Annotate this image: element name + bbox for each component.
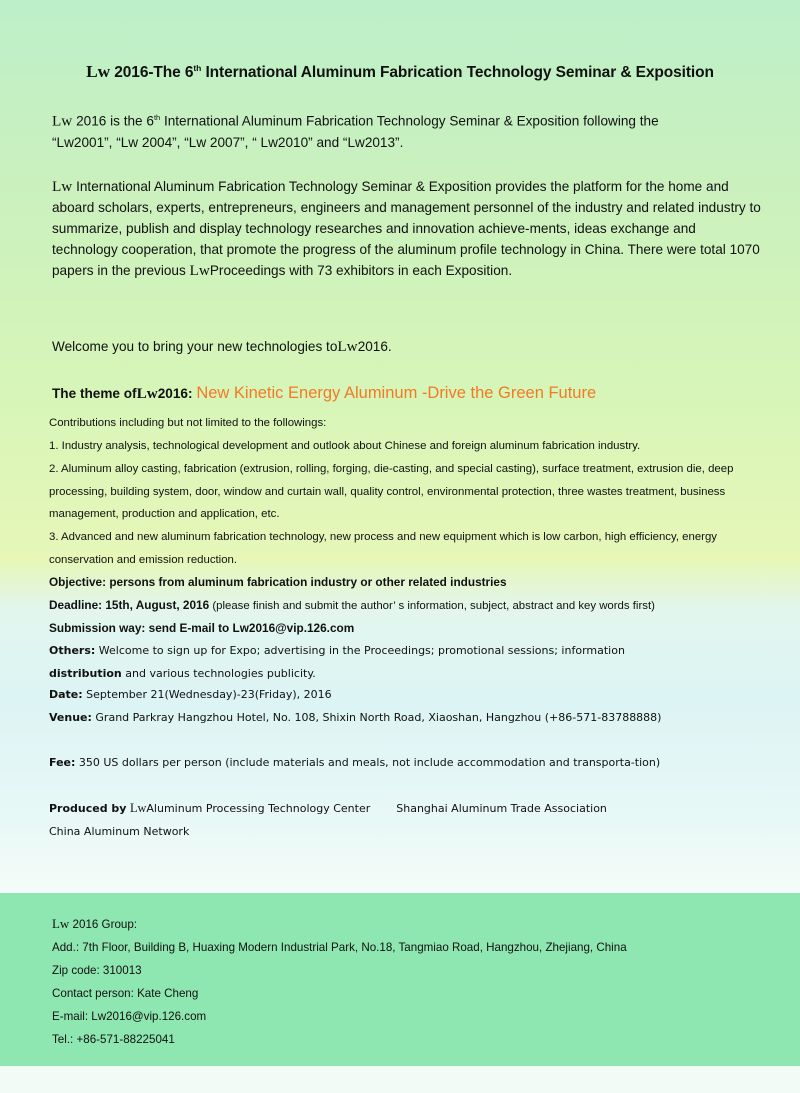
contact-email: E-mail: Lw2016@vip.126.com — [52, 1010, 207, 1023]
date-line — [49, 684, 764, 707]
contact-zip: Zip code: 310013 — [52, 964, 142, 977]
others-bold: distribution — [49, 666, 122, 680]
brand-logo: Lw — [337, 338, 358, 355]
intro-p1-b: International Aluminum Fabrication Technology Seminar & Exposition following the — [160, 113, 659, 129]
intro-p3-a: Welcome you to bring your new technologies to — [52, 339, 338, 354]
contributions-intro: Contributions including but not limited to the followings: — [49, 417, 327, 429]
contact-group-label: 2016 Group: — [72, 918, 138, 931]
venue-value: Grand Parkray Hangzhou Hotel, No. 108, Shixin North Road, Xiaoshan, Hangzhou (+86-571-83788888) — [91, 711, 662, 724]
theme-label-b: 2016: — [157, 386, 193, 401]
contact-tel: Tel.: +86-571-88225041 — [52, 1033, 175, 1046]
producer-2: Shanghai Aluminum Trade Association — [396, 802, 607, 815]
intro-paragraph-3 — [52, 336, 762, 357]
deadline-line — [49, 594, 655, 618]
venue-label: Venue: — [49, 711, 92, 724]
intro-p2-b: Proceedings with 73 exhibitors in each Exposition. — [209, 263, 513, 278]
producer-3: China Aluminum Network — [49, 824, 190, 838]
fee-label: Fee: — [49, 756, 76, 769]
intro-p1-sup: th — [153, 113, 161, 122]
brand-logo: Lw — [52, 112, 73, 130]
venue-line — [49, 707, 764, 730]
title-sup: th — [193, 62, 202, 73]
producer-1: Aluminum Processing Technology Center — [146, 802, 371, 815]
theme-text: New Kinetic Energy Aluminum -Drive the Green Future — [196, 384, 597, 402]
deadline-label: Deadline: 15th, August, 2016 — [49, 598, 210, 612]
produced-by-line — [49, 797, 764, 843]
others-line — [49, 640, 764, 685]
others-label: Others: — [49, 644, 96, 657]
brand-logo: Lw — [129, 801, 147, 815]
contribution-item-2: 2. Aluminum alloy casting, fabrication (extrusion, rolling, forging, die-casting, and special casting), surface treatment, extrusion die, deep processing, building system, door, window and curtain wall, quality control, environmental protection, three wastes treatment, business management, production and application, etc. — [49, 463, 734, 521]
intro-p3-b: 2016. — [357, 339, 392, 354]
contribution-item-3: 3. Advanced and new aluminum fabrication technology, new process and new equipment which is low carbon, high efficiency, energy conservation and emission reduction. — [49, 531, 718, 566]
brand-logo: Lw — [52, 178, 73, 195]
intro-paragraph-2 — [52, 176, 762, 281]
contact-person: Contact person: Kate Cheng — [52, 987, 199, 1000]
title-tail: International Aluminum Fabrication Technology Seminar & Exposition — [201, 64, 714, 81]
others-a: Welcome to sign up for Expo; advertising in the Proceedings; promotional sessions; information — [95, 644, 625, 657]
brand-logo: Lw — [52, 916, 70, 931]
contact-group — [52, 913, 752, 937]
contribution-item-1: 1. Industry analysis, technological development and outlook about Chinese and foreign aluminum fabrication industry. — [49, 440, 641, 452]
bottom-strip — [0, 1066, 800, 1093]
contact-address: Add.: 7th Floor, Building B, Huaxing Modern Industrial Park, No.18, Tangmiao Road, Hangzhou, Zhejiang, China — [52, 941, 627, 954]
brand-logo: Lw — [136, 385, 158, 402]
deadline-note: (please finish and submit the author’ s information, subject, abstract and key words first) — [209, 600, 655, 612]
others-b: and various technologies publicity. — [121, 666, 316, 680]
intro-p2-a: International Aluminum Fabrication Technology Seminar & Exposition provides the platform for the home and aboard scholars, experts, entrepreneurs, engineers and management personnel of the industry and related industry to summarize, publish and display technology researches and innovation achieve-ments, ideas exchange and technology cooperation, that promote the progress of the aluminum profile technology in China. There were total 1070 papers in the previous — [52, 179, 761, 278]
fee-value: 350 US dollars per person (include materials and meals, not include accommodation and transporta-tion) — [75, 756, 661, 769]
intro-paragraph-1 — [52, 107, 762, 153]
brand-logo: Lw — [86, 62, 111, 81]
page-title — [0, 62, 800, 82]
fee-line — [49, 752, 764, 775]
brand-logo: Lw — [189, 262, 210, 279]
date-label: Date: — [49, 688, 83, 701]
produced-label: Produced by — [49, 802, 127, 815]
theme-heading — [52, 384, 596, 403]
objective-line: Objective: persons from aluminum fabrication industry or other related industries — [49, 575, 507, 589]
intro-p1-c: “Lw2001”, “Lw 2004”, “Lw 2007”, “ Lw2010” and “Lw2013”. — [52, 134, 404, 150]
submission-line: Submission way: send E-mail to Lw2016@vip.126.com — [49, 621, 355, 635]
intro-p1-a: 2016 is the 6 — [76, 113, 154, 129]
theme-label-a: The theme of — [52, 386, 137, 401]
title-lead: 2016-The 6 — [114, 64, 194, 81]
date-value: September 21(Wednesday)-23(Friday), 2016 — [82, 688, 332, 701]
